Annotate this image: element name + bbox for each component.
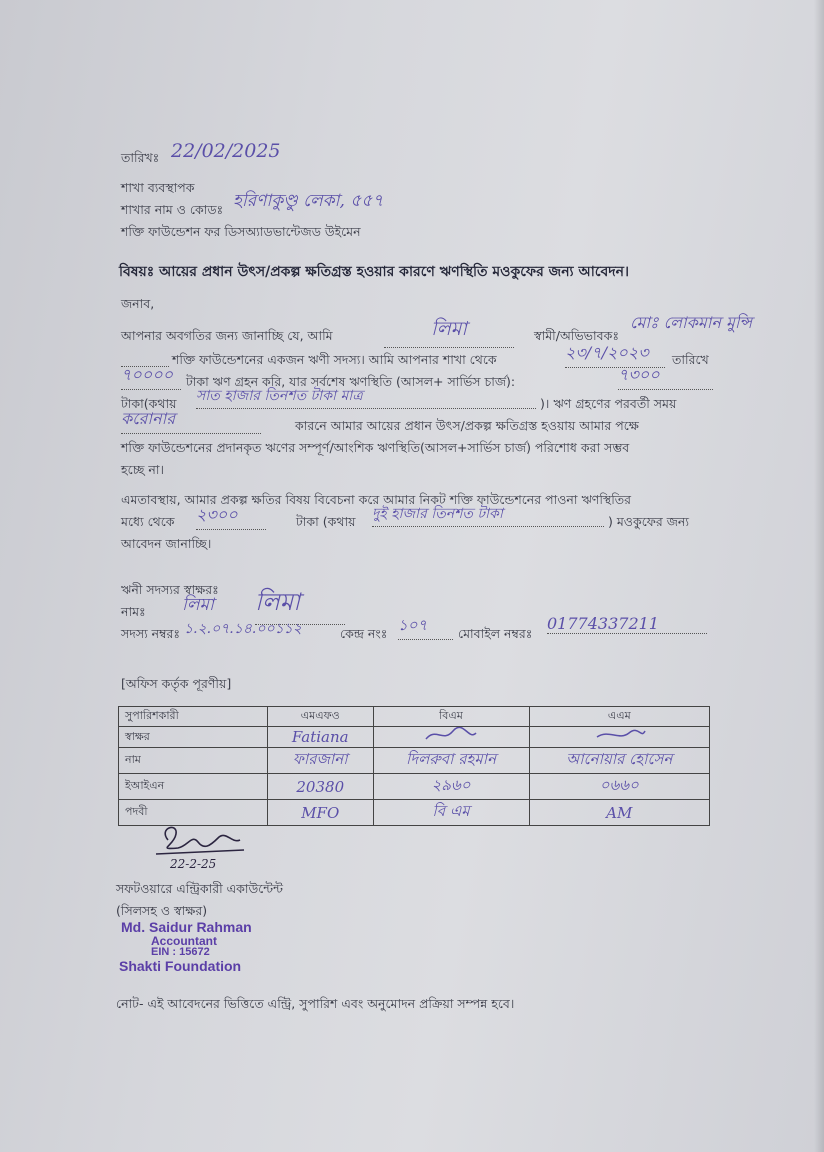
p2-text-d: ) মওকুফের জন্য <box>608 514 690 529</box>
table-row <box>119 748 710 774</box>
p1-text-d: তারিখে <box>672 352 709 367</box>
mfo-signature: Fatiana <box>268 727 374 748</box>
row-label: পদবী <box>119 800 268 826</box>
p1-text-j: হচ্ছে না। <box>121 462 164 477</box>
balance-words-field: সাত হাজার তিনশত টাকা মাত্র <box>196 384 536 409</box>
reason-field: করোনার <box>121 406 261 434</box>
member-signature: লিমা <box>182 595 214 615</box>
p1-text-a: আপনার অবগতির জন্য জানাচ্ছি যে, আমি <box>121 328 333 343</box>
waiver-amount-field: ২৩০০ <box>196 502 266 530</box>
branch-name-label: শাখার নাম ও কোডঃ <box>121 202 224 217</box>
stamp-name: Md. Saidur Rahman <box>121 919 252 935</box>
accountant-label: সফটওয়ারে এন্ট্রিকারী একাউন্টেন্ট <box>116 881 283 896</box>
member-signature-label: ঋনী সদস্যর স্বাক্ষরঃ <box>121 582 219 597</box>
row-label: ইআইএন <box>119 774 268 800</box>
center-value: ১০৭ <box>398 614 453 640</box>
mobile-value: 01774337211 <box>547 614 707 634</box>
sign-date: 22-2-25 <box>170 857 217 871</box>
p1-text-h: কারনে আমার আয়ের প্রধান উৎস/প্রকল্প ক্ষতিগ্রস্ত হওয়ায় আমার পক্ষে <box>295 418 639 433</box>
am-name: আনোয়ার হোসেন <box>529 748 709 774</box>
p1-text-c: শক্তি ফাউন্ডেশনের একজন ঋণী সদস্য। আমি আপনার শাখা থেকে <box>172 352 497 367</box>
signature-scribble-icon <box>421 727 481 743</box>
foundation-name: শক্তি ফাউন্ডেশন ফর ডিসঅ্যাডভান্টেজড উইমেন <box>121 224 361 239</box>
member-no-label: সদস্য নম্বরঃ <box>121 626 181 641</box>
seal-label: (সিলসহ ও স্বাক্ষর) <box>116 903 208 918</box>
bm-designation: বি এম <box>373 800 529 826</box>
waiver-words-field: দুই হাজার তিনশত টাকা <box>372 502 604 527</box>
stamp-title: Accountant <box>151 933 217 948</box>
branch-name-value: হরিণাকুণ্ডু লেকা, ৫৫৭ <box>233 191 384 211</box>
bm-ein: ২৯৬০ <box>373 774 529 800</box>
table-header-cell: এএম <box>529 707 709 727</box>
signature-scribble-icon <box>589 727 649 743</box>
accountant-signature-icon <box>148 820 248 860</box>
bm-signature <box>373 727 529 748</box>
member-name-field: লিমা <box>384 315 514 348</box>
table-header-row <box>119 707 710 727</box>
name-value: লিমা <box>255 584 345 625</box>
mfo-name: ফারজানা <box>268 748 374 774</box>
balance-field: ৭৩০০ <box>618 362 713 390</box>
p1-text-b: স্বামী/অভিভাবকঃ <box>534 328 619 343</box>
p1-text-g: )। ঋণ গ্রহণের পরবর্তী সময় <box>540 396 677 411</box>
stamp-ein: EIN : 15672 <box>151 946 210 959</box>
p1-text-i: শক্তি ফাউন্ডেশনের প্রদানকৃত ঋণের সম্পূর্ণ/আংশিক ঋণস্থিতি(আসল+সার্ভিস চার্জ) পরিশোধ করা সম্ভব <box>121 440 630 455</box>
name-label: নামঃ <box>121 604 146 619</box>
mfo-designation: MFO <box>268 800 374 826</box>
am-ein: ০৬৬০ <box>529 774 709 800</box>
table-header-cell: বিএম <box>373 707 529 727</box>
row-label: স্বাক্ষর <box>119 727 268 748</box>
mobile-label: মোবাইল নম্বরঃ <box>458 626 533 641</box>
loan-amount-field: ৭০০০০ <box>121 362 181 390</box>
table-header-cell: এমএফও <box>268 707 374 727</box>
footer-note: নোট- এই আবেদনের ভিত্তিতে এন্ট্রি, সুপারিশ এবং অনুমোদন প্রক্রিয়া সম্পন্ন হবে। <box>116 996 515 1011</box>
mfo-ein: 20380 <box>268 774 374 800</box>
stamp-org: Shakti Foundation <box>119 957 242 974</box>
loan-date-field: ২৩/৭/২০২৩ <box>565 340 665 368</box>
p2-text-b: মধ্যে থেকে <box>121 514 175 529</box>
table-header-cell: সুপারিশকারী <box>119 707 268 727</box>
member-no-value: ১.২.০৭.১৪.০০১১২ <box>184 621 302 637</box>
p1-text-f: টাকা(কথায় <box>121 396 177 411</box>
center-label: কেন্দ্র নংঃ <box>340 626 388 641</box>
bm-name: দিলরুবা রহমান <box>373 748 529 774</box>
p1-text-e: টাকা ঋণ গ্রহন করি, যার সর্বশেষ ঋণস্থিতি (আসল+ সার্ভিস চার্জ): <box>186 374 516 389</box>
am-signature <box>529 727 709 748</box>
am-designation: AM <box>529 800 709 826</box>
salutation: জনাব, <box>121 296 155 311</box>
table-row <box>119 727 710 748</box>
subject-line: বিষয়ঃ আয়ের প্রধান উৎস/প্রকল্প ক্ষতিগ্রস্ত হওয়ার কারণে ঋণস্থিতি মওকুফের জন্য আবেদন। <box>119 264 629 280</box>
p2-text-a: এমতাবস্থায়, আমার প্রকল্প ক্ষতির বিষয় বিবেচনা করে আমার নিকট শক্তি ফাউন্ডেশনের পাওনা ঋণস্থিতির <box>121 492 632 507</box>
accountant-stamp <box>121 920 252 974</box>
date-label: তারিখঃ <box>121 150 160 165</box>
table-row <box>119 774 710 800</box>
date-value: 22/02/2025 <box>171 140 281 162</box>
branch-manager: শাখা ব্যবস্থাপক <box>121 180 195 195</box>
approval-table <box>118 706 710 826</box>
guardian-name-field: মোঃ লোকমান মুন্সি <box>630 313 753 332</box>
office-use-label: [অফিস কর্তৃক পূরণীয়] <box>121 676 232 691</box>
p2-text-c: টাকা (কথায় <box>296 514 356 529</box>
p2-text-e: আবেদন জানাচ্ছি। <box>121 536 212 551</box>
row-label: নাম <box>119 748 268 774</box>
